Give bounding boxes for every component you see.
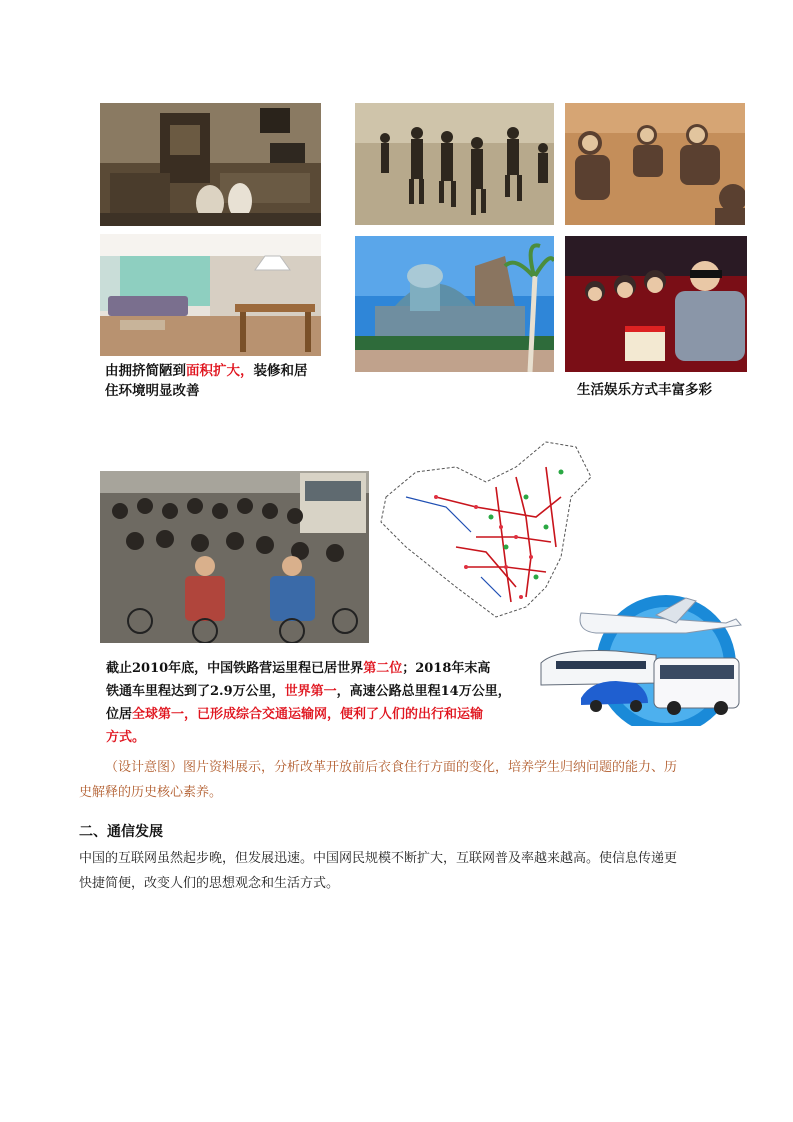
modern-room-photo: [100, 234, 321, 356]
section-body-line2: 快捷简便，改变人们的思想观念和生活方式。: [79, 876, 340, 891]
old-room-photo: [100, 103, 321, 226]
kids-on-ground-photo: [565, 103, 745, 225]
bicycle-crowd-photo: [100, 471, 369, 643]
design-intent-line1: （设计意图）图片资料展示，分析改革开放前后衣食住行方面的变化，培养学生归纳问题的能力、历: [105, 760, 678, 775]
section-body-line1: 中国的互联网虽然起步晚，但发展迅速。中国网民规模不断扩大，互联网普及率越来越高。使信息传递更: [79, 851, 678, 866]
transport-line4: 方式。: [106, 730, 146, 745]
vehicles-collage: [536, 593, 742, 726]
design-intent-line2: 史解释的历史核心素养。: [79, 785, 223, 800]
design-intent: [79, 755, 779, 805]
cinema-photo: [565, 236, 747, 372]
transport-line3: 位居全球第一，已形成综合交通运输网，便利了人们的出行和运输: [106, 707, 484, 722]
housing-caption-line1: 由拥挤简陋到面积扩大，装修和居: [105, 363, 308, 379]
section-heading: 二、通信发展: [79, 824, 163, 840]
transport-line1: 截止2010年底，中国铁路营运里程已居世界第二位；2018年末高: [106, 661, 491, 676]
housing-caption: [105, 361, 345, 401]
housing-caption-line2: 住环境明显改善: [105, 383, 200, 399]
transport-line2: 铁通车里程达到了2.9万公里，世界第一，高速公路总里程14万公里，: [106, 684, 511, 699]
section-body: [79, 846, 779, 896]
theme-park-photo: [355, 236, 554, 372]
transport-paragraph: [106, 657, 546, 749]
children-playing-photo: [355, 103, 554, 225]
entertainment-caption: 生活娱乐方式丰富多彩: [577, 382, 712, 398]
